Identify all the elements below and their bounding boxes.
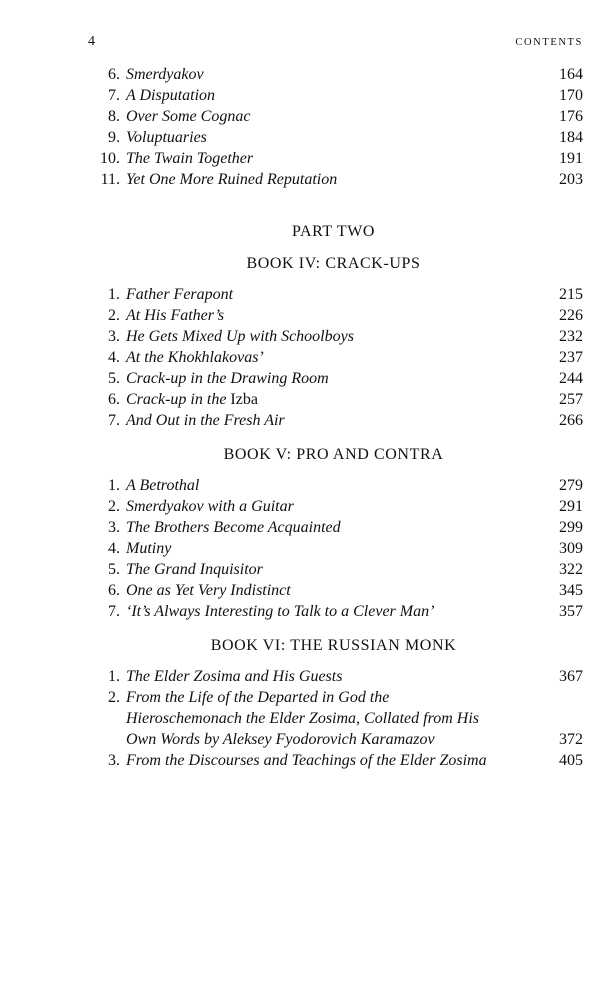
entry-page: 291 bbox=[559, 498, 583, 515]
entry-page: 184 bbox=[559, 129, 583, 146]
toc-entry bbox=[84, 368, 583, 389]
entry-number: 9. bbox=[108, 129, 120, 146]
toc-entry bbox=[84, 347, 583, 368]
entry-number: 8. bbox=[108, 108, 120, 125]
entry-title: The Grand Inquisitor bbox=[126, 561, 263, 578]
entry-title: One as Yet Very Indistinct bbox=[126, 582, 291, 599]
entry-page: 367 bbox=[559, 668, 583, 685]
book-5-entries bbox=[84, 475, 583, 622]
toc-entry bbox=[84, 750, 583, 771]
book-4-entries bbox=[84, 284, 583, 431]
entry-title: A Betrothal bbox=[126, 477, 200, 494]
entry-title-italic: Crack-up in the bbox=[126, 391, 231, 408]
entry-number: 1. bbox=[108, 477, 120, 494]
entry-number: 6. bbox=[108, 66, 120, 83]
entry-page: 357 bbox=[559, 603, 583, 620]
book-heading: BOOK VI: THE RUSSIAN MONK bbox=[210, 637, 457, 654]
toc-entry bbox=[84, 127, 583, 148]
entry-title-line: From the Life of the Departed in God the bbox=[126, 689, 390, 706]
toc-entry bbox=[84, 389, 583, 410]
entry-page: 164 bbox=[559, 66, 583, 83]
entry-title bbox=[120, 687, 543, 750]
entry-number: 3. bbox=[108, 519, 120, 536]
entry-number: 5. bbox=[108, 370, 120, 387]
entry-page: 322 bbox=[559, 561, 583, 578]
entry-title: At the Khokhlakovas’ bbox=[126, 349, 264, 366]
entry-number: 11. bbox=[100, 171, 120, 188]
entry-number: 7. bbox=[108, 412, 120, 429]
toc-entry bbox=[84, 517, 583, 538]
entry-title: The Brothers Become Acquainted bbox=[126, 519, 341, 536]
entry-number: 1. bbox=[108, 286, 120, 303]
book-heading: BOOK IV: CRACK-UPS bbox=[246, 255, 421, 272]
entry-number: 4. bbox=[108, 349, 120, 366]
entry-number: 3. bbox=[108, 328, 120, 345]
entry-page: 215 bbox=[559, 286, 583, 303]
part-heading: PART TWO bbox=[291, 223, 376, 240]
entry-page: 176 bbox=[559, 108, 583, 125]
toc-entry bbox=[84, 475, 583, 496]
entry-number: 7. bbox=[108, 87, 120, 104]
entry-page: 226 bbox=[559, 307, 583, 324]
entry-title: Father Ferapont bbox=[126, 286, 234, 303]
entry-number: 3. bbox=[108, 752, 120, 769]
entry-title: From the Discourses and Teachings of the Elder Zosima bbox=[126, 752, 487, 769]
entry-title: Over Some Cognac bbox=[126, 108, 251, 125]
entry-title: The Twain Together bbox=[126, 150, 254, 167]
entry-title-roman: Izba bbox=[230, 391, 258, 408]
toc-entry bbox=[84, 538, 583, 559]
entry-title: Voluptuaries bbox=[126, 129, 207, 146]
entry-title-line: Own Words by Aleksey Fyodorovich Karamazov bbox=[126, 731, 435, 748]
entry-page: 170 bbox=[559, 87, 583, 104]
page-header bbox=[88, 34, 583, 50]
entry-title: And Out in the Fresh Air bbox=[126, 412, 285, 429]
entry-number: 10. bbox=[100, 150, 120, 167]
entry-page: 279 bbox=[559, 477, 583, 494]
entry-page: 299 bbox=[559, 519, 583, 536]
book-6-entries bbox=[84, 666, 583, 771]
entry-title: A Disputation bbox=[126, 87, 216, 104]
entry-page: 237 bbox=[559, 349, 583, 366]
toc-entry bbox=[84, 106, 583, 127]
entry-page: 191 bbox=[559, 150, 583, 167]
entry-title bbox=[120, 389, 543, 410]
entry-title: Crack-up in the Drawing Room bbox=[126, 370, 329, 387]
toc-entry bbox=[84, 601, 583, 622]
toc-entry bbox=[84, 64, 583, 85]
toc-entry bbox=[84, 284, 583, 305]
entry-page: 345 bbox=[559, 582, 583, 599]
entry-page: 266 bbox=[559, 412, 583, 429]
entry-title: He Gets Mixed Up with Schoolboys bbox=[126, 328, 354, 345]
entry-title: At His Father’s bbox=[126, 307, 225, 324]
toc-entry bbox=[84, 496, 583, 517]
entry-number: 7. bbox=[108, 603, 120, 620]
page-number: 4 bbox=[88, 34, 95, 49]
entry-number: 1. bbox=[108, 668, 120, 685]
toc-entry bbox=[84, 169, 583, 190]
entry-page: 372 bbox=[559, 731, 583, 748]
entry-title: Smerdyakov bbox=[126, 66, 204, 83]
toc-entry bbox=[84, 305, 583, 326]
entry-number: 5. bbox=[108, 561, 120, 578]
entry-title: Smerdyakov with a Guitar bbox=[126, 498, 294, 515]
table-of-contents bbox=[84, 64, 583, 771]
toc-entry bbox=[84, 666, 583, 687]
entry-page: 244 bbox=[559, 370, 583, 387]
entry-title: Mutiny bbox=[126, 540, 172, 557]
entry-number: 2. bbox=[108, 689, 120, 706]
book-heading: BOOK V: PRO AND CONTRA bbox=[223, 446, 444, 463]
entry-page: 232 bbox=[559, 328, 583, 345]
entry-number: 6. bbox=[108, 391, 120, 408]
entry-page: 203 bbox=[559, 171, 583, 188]
entry-page: 309 bbox=[559, 540, 583, 557]
running-head: CONTENTS bbox=[515, 37, 583, 48]
entry-title-line: Hieroschemonach the Elder Zosima, Collated from His bbox=[126, 710, 480, 727]
toc-entry bbox=[84, 85, 583, 106]
entry-page: 257 bbox=[559, 391, 583, 408]
entry-number: 2. bbox=[108, 307, 120, 324]
toc-entry bbox=[84, 410, 583, 431]
entry-number: 6. bbox=[108, 582, 120, 599]
entry-page: 405 bbox=[559, 752, 583, 769]
entry-number: 4. bbox=[108, 540, 120, 557]
entry-title: ‘It’s Always Interesting to Talk to a Clever Man’ bbox=[126, 603, 435, 620]
toc-entry bbox=[84, 559, 583, 580]
toc-entry bbox=[84, 326, 583, 347]
entry-title: The Elder Zosima and His Guests bbox=[126, 668, 343, 685]
toc-entry bbox=[84, 148, 583, 169]
toc-entry bbox=[84, 580, 583, 601]
continued-entries bbox=[84, 64, 583, 190]
toc-entry bbox=[84, 687, 583, 750]
entry-number: 2. bbox=[108, 498, 120, 515]
entry-title: Yet One More Ruined Reputation bbox=[126, 171, 338, 188]
